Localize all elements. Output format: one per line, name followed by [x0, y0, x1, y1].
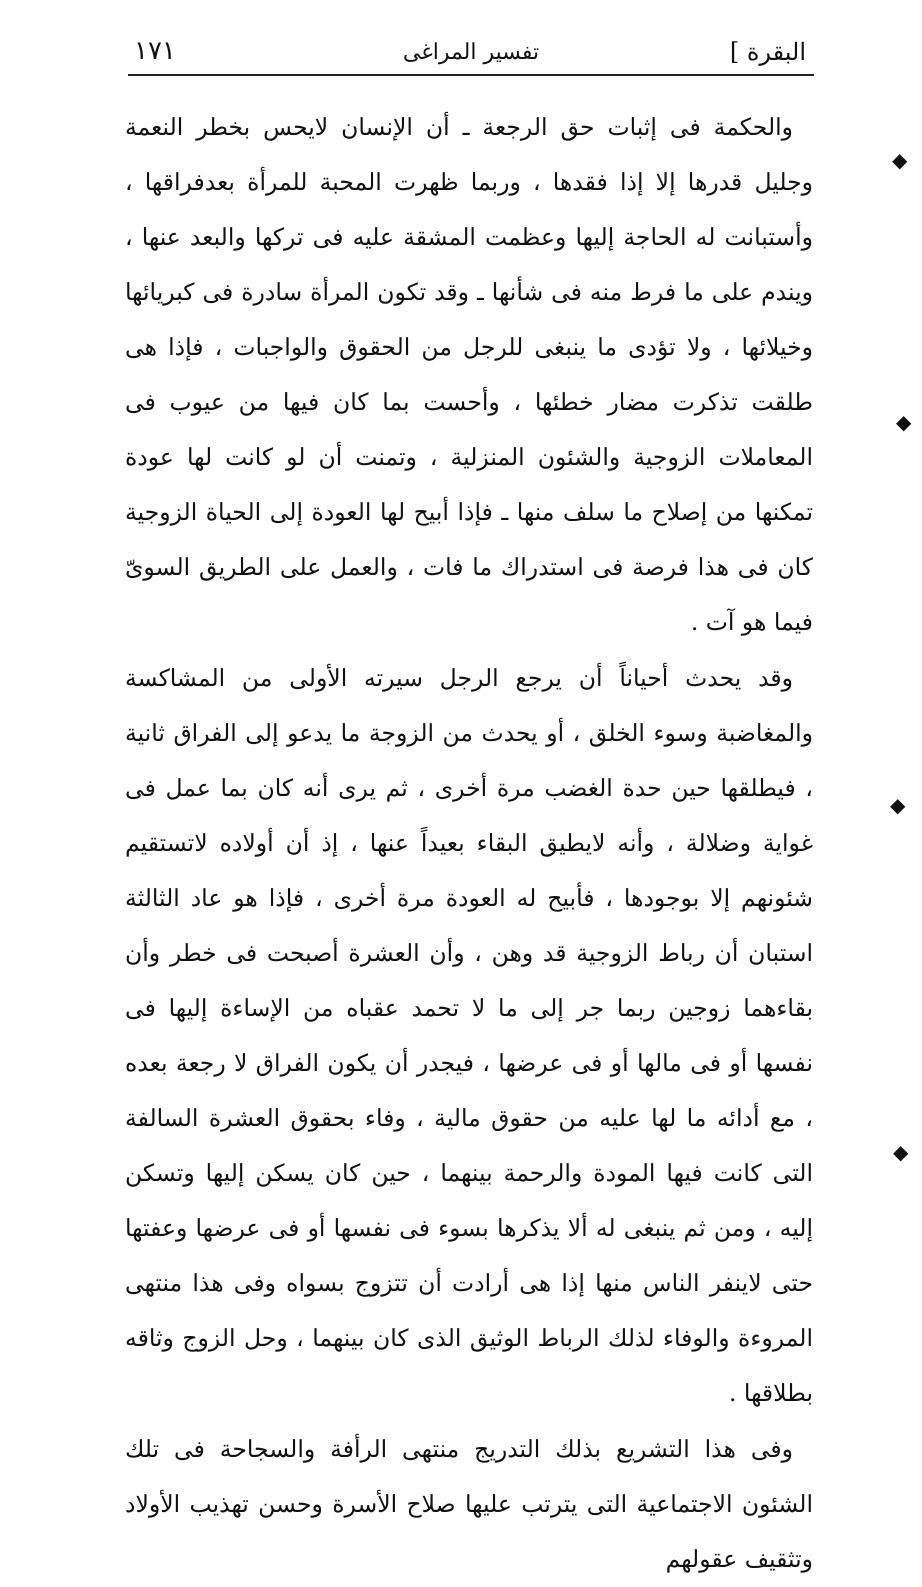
body-text [125, 100, 813, 1587]
surah-name: البقرة ] [729, 38, 806, 66]
margin-mark-icon: ◆ [892, 148, 908, 172]
paragraph-1: والحكمة فى إثبات حق الرجعة ـ أن الإنسان لايحس بخطر النعمة وجليل قدرها إلا إذا فقدها ، وربما ظهرت المحبة للمرأة بعدفراقها ، وأستبانت له الحاجة إليها وعظمت المشقة عليه فى تركها والبعد عنها ، ويندم على ما فرط منه فى شأنها ـ وقد تكون المرأة سادرة فى كبريائها وخيلائها ، ولا تؤدى ما ينبغى للرجل من الحقوق والواجبات ، فإذا هى طلقت تذكرت مضار خطئها ، وأحست بما كان فيها من عيوب فى المعاملات الزوجية والشئون المنزلية ، وتمنت أن لو كانت لها عودة تمكنها من إصلاح ما سلف منها ـ فإذا أبيح لها العودة إلى الحياة الزوجية كان فى هذا فرصة فى استدراك ما فات ، والعمل على الطريق السوىّ فيما هو آت . [125, 113, 813, 636]
book-title: تفسير المراغى [402, 40, 540, 65]
margin-mark-icon: ◆ [890, 793, 906, 817]
margin-mark-icon: ◆ [896, 410, 912, 434]
margin-mark-icon: ◆ [893, 1140, 909, 1164]
page-number: ١٧١ [134, 36, 176, 66]
paragraph-2: وقد يحدث أحياناً أن يرجع الرجل سيرته الأولى من المشاكسة والمغاضبة وسوء الخلق ، أو يحدث من الزوجة ما يدعو إلى الفراق ثانية ، فيطلقها حين حدة الغضب مرة أخرى ، ثم يرى أنه كان بما عمل فى غواية وضلالة ، وأنه لايطيق البقاء بعيداً عنها ، إذ أن أولاده لاتستقيم شئونهم إلا بوجودها ، فأبيح له العودة مرة أخرى ، فإذا هو عاد الثالثة استبان أن رباط الزوجية قد وهن ، وأن العشرة أصبحت فى خطر وأن بقاءهما زوجين ربما جر إلى ما لا تحمد عقباه من الإساءة إليها فى نفسها أو فى مالها أو فى عرضها ، فيجدر أن يكون الفراق لا رجعة بعده ، مع أدائه ما لها عليه من حقوق مالية ، وفاء بحقوق العشرة السالفة التى كانت فيها المودة والرحمة بينهما ، حين كان يسكن إليها وتسكن إليه ، ومن ثم ينبغى له ألا يذكرها بسوء فى نفسها أو فى عرضها وعفتها حتى لاينفر الناس منها إذا هى أرادت أن تتزوج بسواه وفى هذا منتهى المروءة والوفاء لذلك الرباط الوثيق الذى كان بينهما ، وحل الزوج وثاقه بطلاقها . [125, 664, 813, 1407]
page-header [128, 34, 814, 76]
paragraph-3: وفى هذا التشريع بذلك التدريج منتهى الرأفة والسجاحة فى تلك الشئون الاجتماعية التى يترتب عليها صلاح الأسرة وحسن تهذيب الأولاد وتثقيف عقولهم [125, 1435, 813, 1573]
